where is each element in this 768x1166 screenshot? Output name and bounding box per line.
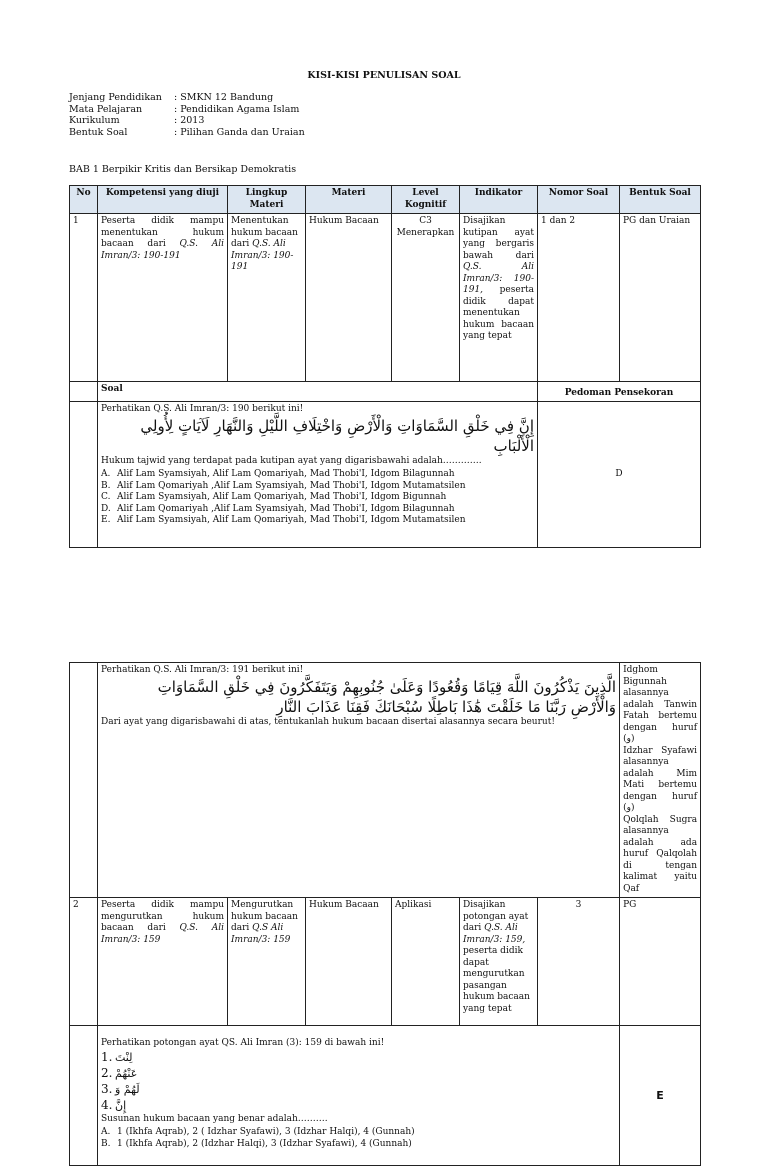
text: Alif Lam Qomariyah ,Alif Lam Syamsiyah, Mad Thobi'I, Idgom Mutamatsilen	[117, 480, 466, 491]
cell	[70, 663, 98, 898]
text: B.	[101, 480, 111, 491]
ayat-list	[101, 1050, 616, 1114]
text: Disajikan potongan ayat dari	[463, 900, 529, 933]
option-item	[101, 492, 534, 504]
header-indikator: Indikator	[460, 186, 538, 214]
soal-header-row	[70, 382, 701, 402]
option-item	[101, 1139, 616, 1151]
option-item	[101, 1127, 616, 1139]
text: Q.S. Ali Imran/3: 159,	[463, 923, 526, 945]
row-kompetensi	[98, 214, 228, 382]
list-item	[101, 1050, 616, 1066]
pedoman-item: Qolqlah Sugra alasannya adalah ada huruf Qalqolah di tengan kalimat yaitu Qaf	[623, 814, 698, 894]
pedoman-2	[620, 663, 701, 898]
cell	[70, 382, 98, 402]
text: Peserta didik mampu mengurutkan hukum bacaan dari	[101, 900, 224, 933]
meta-row	[69, 115, 305, 127]
text: Q.S. Ali Imran/3: 190-191	[101, 239, 224, 261]
arabic-verse: إِنَّ فِي خَلْقِ السَّمَاوَاتِ وَالْأَرْضِ وَاخْتِلَافِ اللَّيْلِ وَالنَّهَارِ لَآيَاتٍ لِأُولِي الْأَلْبَابِ	[140, 416, 534, 455]
meta-value: : 2013	[174, 115, 205, 126]
text: C.	[101, 492, 111, 502]
meta-row	[69, 127, 305, 139]
header-materi: Materi	[306, 186, 392, 214]
question-row	[70, 1026, 701, 1166]
row-level: Aplikasi	[392, 898, 460, 1026]
option-item	[101, 504, 534, 516]
text: 1 (Ikhfa Aqrab), 2 ( Idzhar Syafawi), 3 (Idzhar Halqi), 4 (Gunnah)	[117, 1127, 415, 1137]
question-intro: Perhatikan potongan ayat QS. Ali Imran (3): 159 di bawah ini!	[101, 1038, 385, 1048]
text: 1 (Ikhfa Aqrab), 2 (Idzhar Halqi), 3 (Idzhar Syafawi), 4 (Gunnah)	[117, 1138, 412, 1149]
row-nomor: 1 dan 2	[538, 214, 620, 382]
table-row	[70, 898, 701, 1026]
header-lingkup: Lingkup Materi	[228, 186, 306, 214]
meta-row	[69, 104, 305, 116]
question-intro: Perhatikan Q.S. Ali Imran/3: 191 berikut ini!	[101, 665, 304, 675]
header-row	[70, 186, 701, 214]
text: peserta didik dapat menentukan hukum bacaan yang tepat	[463, 285, 534, 341]
header-nomor: Nomor Soal	[538, 186, 620, 214]
row-bentuk: PG	[620, 898, 701, 1026]
option-item	[101, 515, 534, 527]
answer-3: E	[620, 1026, 701, 1166]
text: Alif Lam Syamsiyah, Alif Lam Qomariyah, Mad Thobi'I, Idgom Bigunnah	[117, 492, 447, 502]
text: Q.S. Ali Imran/3: 190-191	[231, 239, 294, 272]
meta-key: Jenjang Pendidikan	[69, 92, 162, 103]
cell	[70, 1026, 98, 1166]
header-bentuk: Bentuk Soal	[620, 186, 701, 214]
text: لَهُمْ وَ	[115, 1082, 140, 1096]
option-list	[101, 1127, 616, 1150]
header-kompetensi: Kompetensi yang diuji	[98, 186, 228, 214]
row-no: 2	[70, 898, 98, 1026]
text: Mengurutkan hukum bacaan dari	[231, 900, 298, 933]
text: Alif Lam Syamsiyah, Alif Lam Qomariyah, Mad Thobi'I, Idgom Mutamatsilen	[117, 515, 466, 525]
question-row	[70, 663, 701, 898]
pedoman-item: Idghom Bigunnah alasannya adalah Tanwin Fatah bertemu dengan huruf (و)	[623, 665, 698, 744]
row-nomor: 3	[538, 898, 620, 1026]
answer-1: D	[538, 402, 701, 548]
list-item	[101, 1082, 616, 1098]
option-item	[101, 469, 534, 481]
meta-key: Bentuk Soal	[69, 126, 128, 138]
arabic-verse: وَالْأَرْضِ رَبَّنَا مَا خَلَقْتَ هَٰذَا بَاطِلًا سُبْحَانَكَ فَقِنَا عَذَابَ النَّارِ	[276, 697, 617, 716]
meta-row	[69, 92, 305, 104]
question-row	[70, 402, 701, 548]
question-text: Hukum tajwid yang terdapat pada kutipan ayat yang digarisbawahi adalah………….	[101, 455, 482, 466]
arabic-verse: الَّذِينَ يَذْكُرُونَ اللَّهَ قِيَامًا وَقُعُودًا وَعَلَىٰ جُنُوبِهِمْ وَيَتَفَكَّرُونَ فِي خَلْقِ السَّمَاوَاتِ	[157, 677, 617, 696]
text: Q.S Ali Imran/3: 159	[231, 923, 291, 945]
row-lingkup	[228, 898, 306, 1026]
question-2	[98, 663, 620, 898]
text: Q.S. Ali Imran/3: 159	[101, 923, 224, 945]
text: 2.	[101, 1065, 113, 1080]
text: لِنْتَ	[115, 1050, 133, 1064]
meta-value: : Pendidikan Agama Islam	[174, 103, 300, 115]
row-materi: Hukum Bacaan	[306, 214, 392, 382]
text: peserta didik dapat mengurutkan pasangan hukum bacaan yang tepat	[463, 946, 530, 1014]
question-3	[98, 1026, 620, 1166]
text: Peserta didik mampu menentukan hukum bacaan dari	[101, 216, 224, 249]
header-no: No	[70, 186, 98, 214]
text: Menentukan hukum bacaan dari	[231, 216, 298, 249]
question-1	[98, 402, 538, 548]
option-list	[101, 469, 534, 527]
meta-value: : SMKN 12 Bandung	[174, 92, 274, 103]
text: E.	[101, 515, 111, 525]
meta-key: Mata Pelajaran	[69, 103, 143, 115]
document-title: KISI-KISI PENULISAN SOAL	[307, 70, 461, 81]
text: 4.	[101, 1097, 113, 1112]
row-materi: Hukum Bacaan	[306, 898, 392, 1026]
grid-table-2	[69, 662, 701, 1166]
pedoman-label: Pedoman Pensekoran	[538, 382, 701, 402]
meta-block	[69, 92, 305, 138]
text: A.	[101, 469, 111, 479]
text: Q.S. Ali Imran/3: 190-191,	[463, 262, 534, 295]
meta-value: : Pilihan Ganda dan Uraian	[174, 126, 305, 138]
text: A.	[101, 1127, 111, 1137]
option-item	[101, 481, 534, 493]
row-lingkup	[228, 214, 306, 382]
row-no: 1	[70, 214, 98, 382]
text: إِنَّ	[115, 1098, 127, 1112]
row-kompetensi	[98, 898, 228, 1026]
header-level: Level Kognitif	[392, 186, 460, 214]
row-indikator	[460, 214, 538, 382]
text: B.	[101, 1138, 111, 1149]
pedoman-item: Idzhar Syafawi alasannya adalah Mim Mati bertemu dengan huruf (و)	[623, 745, 698, 813]
row-bentuk: PG dan Uraian	[620, 214, 701, 382]
text: 3.	[101, 1081, 113, 1096]
text: 1.	[101, 1049, 113, 1064]
soal-label: Soal	[98, 382, 538, 402]
grid-table-1	[69, 185, 701, 548]
question-text: Susunan hukum bacaan yang benar adalah……….	[101, 1113, 328, 1124]
text: Alif Lam Qomariyah ,Alif Lam Syamsiyah, Mad Thobi'I, Idgom Bilagunnah	[117, 503, 455, 514]
question-intro: Perhatikan Q.S. Ali Imran/3: 190 berikut ini!	[101, 404, 304, 414]
text: D.	[101, 503, 111, 514]
text: Disajikan kutipan ayat yang bergaris bawah dari	[463, 216, 534, 261]
table-row	[70, 214, 701, 382]
row-indikator	[460, 898, 538, 1026]
cell	[70, 402, 98, 548]
chapter-heading: BAB 1 Berpikir Kritis dan Bersikap Demokratis	[69, 164, 297, 175]
list-item	[101, 1098, 616, 1114]
meta-key: Kurikulum	[69, 115, 120, 126]
question-text: Dari ayat yang digarisbawahi di atas, tentukanlah hukum bacaan disertai alasannya secara beurut!	[101, 716, 555, 727]
text: عَنْهُمْ	[115, 1066, 138, 1080]
list-item	[101, 1066, 616, 1082]
text: Alif Lam Syamsiyah, Alif Lam Qomariyah, Mad Thobi'I, Idgom Bilagunnah	[117, 469, 455, 479]
row-level: C3 Menerapkan	[392, 214, 460, 382]
